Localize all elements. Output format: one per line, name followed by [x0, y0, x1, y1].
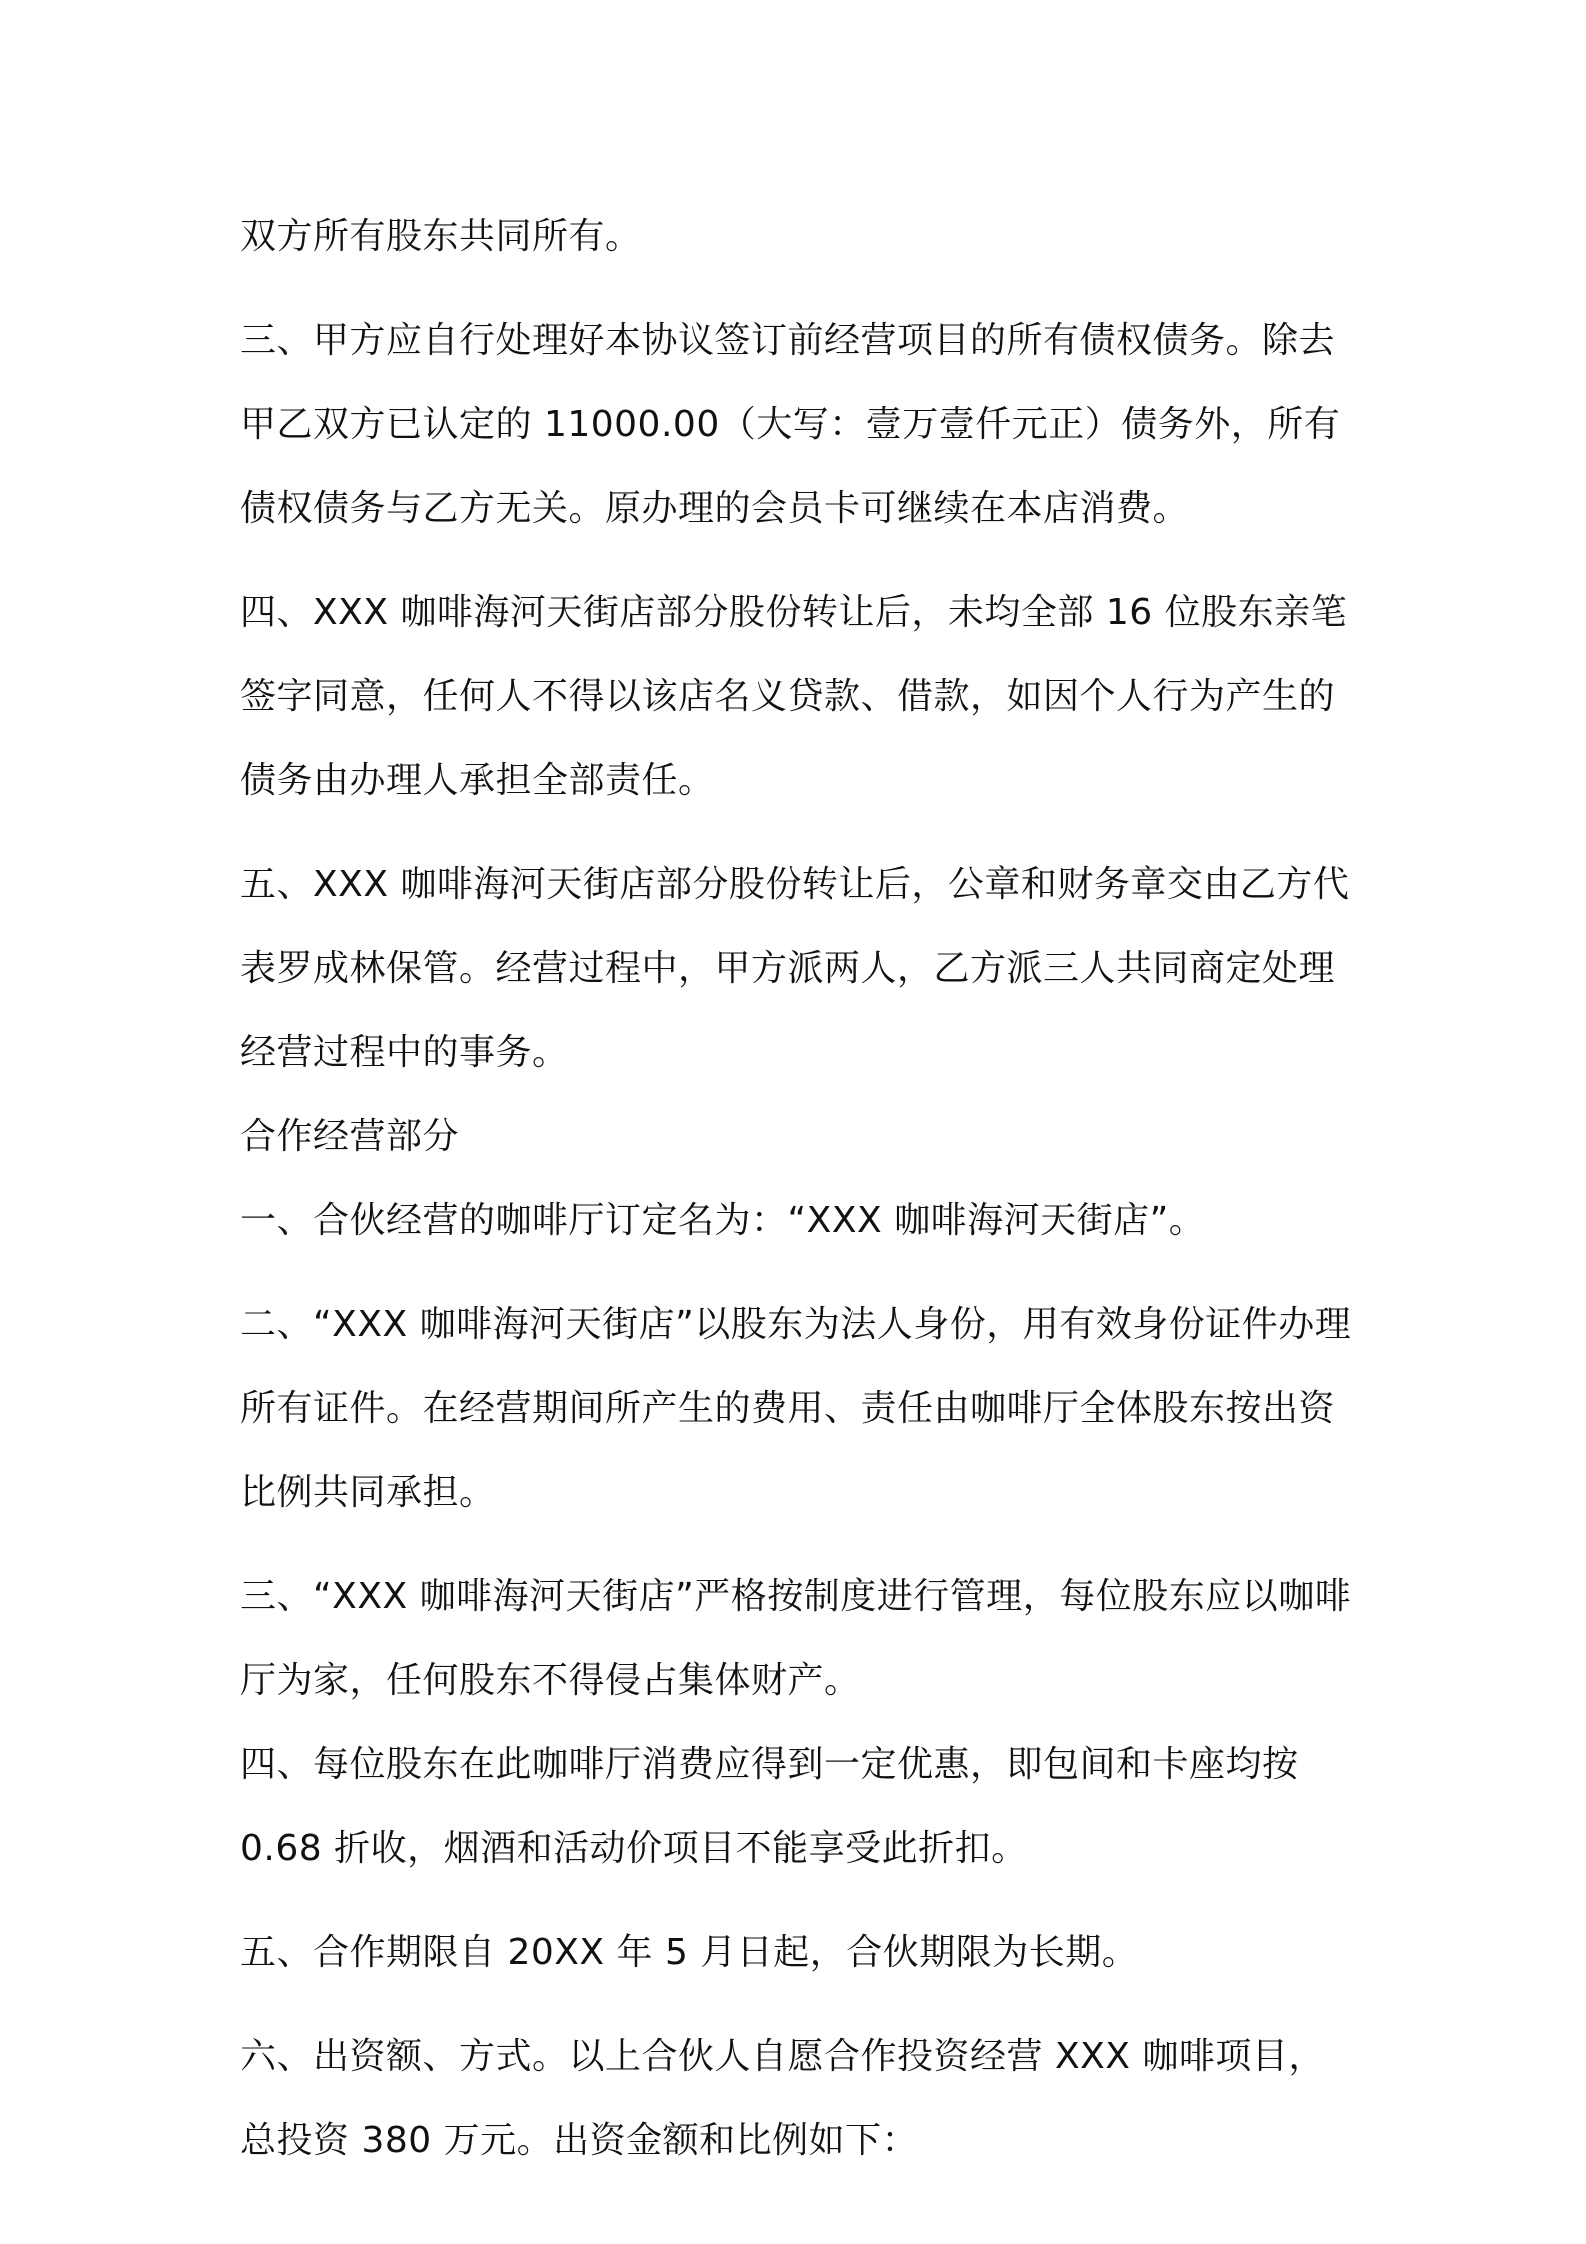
section-paragraph-management: 三、“XXX 咖啡海河天街店”严格按制度进行管理，每位股东应以咖啡厅为家，任何股东不得侵占集体财产。 — [240, 1576, 1352, 1701]
paragraph-shareholders-ownership: 双方所有股东共同所有。 — [240, 216, 642, 257]
section-heading: 合作经营部分 — [240, 1116, 460, 1157]
section-paragraph-investment: 六、出资额、方式。以上合伙人自愿合作投资经营 XXX 咖啡项目，总投资 380 万元。出资金额和比例如下： — [240, 2036, 1325, 2161]
section-paragraph-term: 五、合作期限自 20XX 年 5 月日起，合伙期限为长期。 — [240, 1932, 1139, 1973]
document-body — [240, 195, 1355, 2203]
section-paragraph-discount: 四、每位股东在此咖啡厅消费应得到一定优惠，即包间和卡座均按 0.68 折收，烟酒和活动价项目不能享受此折扣。 — [240, 1744, 1299, 1869]
paragraph-seal-custody: 五、XXX 咖啡海河天街店部分股份转让后，公章和财务章交由乙方代表罗成林保管。经营过程中，甲方派两人，乙方派三人共同商定处理经营过程中的事务。 — [240, 864, 1350, 1073]
section-paragraph-legal-identity: 二、“XXX 咖啡海河天街店”以股东为法人身份，用有效身份证件办理所有证件。在经营期间所产生的费用、责任由咖啡厅全体股东按出资比例共同承担。 — [240, 1304, 1352, 1513]
paragraph-debt-handling: 三、甲方应自行处理好本协议签订前经营项目的所有债权债务。除去甲乙双方已认定的 11000.00（大写：壹万壹仟元正）债务外，所有债权债务与乙方无关。原办理的会员卡可继续在本店消费。 — [240, 320, 1341, 529]
paragraph-loan-restriction: 四、XXX 咖啡海河天街店部分股份转让后，未均全部 16 位股东亲笔签字同意，任何人不得以该店名义贷款、借款，如因个人行为产生的债务由办理人承担全部责任。 — [240, 592, 1348, 801]
section-paragraph-shop-name: 一、合伙经营的咖啡厅订定名为：“XXX 咖啡海河天街店”。 — [240, 1200, 1206, 1241]
